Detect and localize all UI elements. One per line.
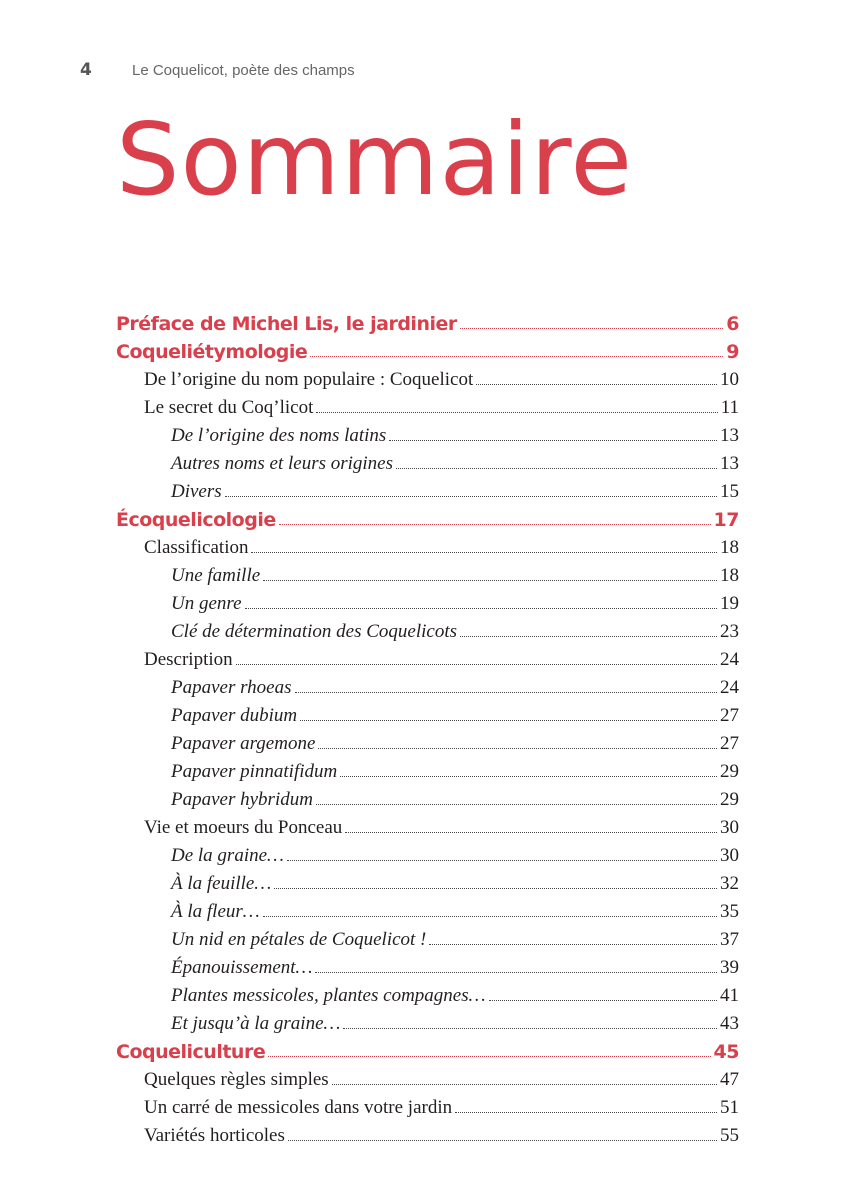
dot-leader: [263, 915, 717, 917]
toc-entry-page: 27: [720, 705, 739, 726]
toc-entry-label: Épanouissement…: [171, 957, 313, 978]
toc-entry: [0, 727, 843, 755]
toc-entry-page: 47: [720, 1069, 739, 1090]
toc-entry: [0, 811, 843, 839]
toc-entry: [0, 447, 843, 475]
dot-leader: [268, 1055, 710, 1057]
toc-entry-page: 18: [720, 537, 739, 558]
toc-entry-label: Écoquelicologie: [116, 509, 276, 531]
toc-entry: [0, 951, 843, 979]
dot-leader: [343, 1027, 717, 1029]
table-of-contents: [0, 307, 843, 1147]
dot-leader: [300, 719, 717, 721]
toc-entry-page: 13: [720, 453, 739, 474]
toc-entry-page: 11: [720, 397, 739, 418]
dot-leader: [295, 691, 718, 693]
dot-leader: [389, 439, 717, 441]
toc-entry: [0, 335, 843, 363]
toc-entry: [0, 1035, 843, 1063]
toc-entry-page: 51: [720, 1097, 739, 1118]
toc-entry-label: Clé de détermination des Coquelicots: [171, 621, 458, 642]
toc-entry-page: 24: [720, 677, 739, 698]
toc-entry-label: Description: [144, 649, 233, 670]
toc-entry-label: Un genre: [171, 593, 242, 614]
toc-entry-page: 24: [720, 649, 739, 670]
toc-entry: [0, 307, 843, 335]
dot-leader: [263, 579, 717, 581]
toc-entry: [0, 587, 843, 615]
toc-entry-label: De l’origine des noms latins: [171, 425, 387, 446]
toc-entry-label: Préface de Michel Lis, le jardinier: [116, 313, 457, 335]
toc-entry-page: 6: [726, 313, 739, 335]
running-title: Le Coquelicot, poète des champs: [132, 62, 355, 79]
toc-entry: [0, 531, 843, 559]
toc-entry-label: De l’origine du nom populaire : Coquelicot: [144, 369, 474, 390]
dot-leader: [332, 1083, 717, 1085]
dot-leader: [288, 1139, 717, 1141]
toc-entry: [0, 615, 843, 643]
dot-leader: [460, 327, 724, 329]
toc-entry-label: Papaver rhoeas: [171, 677, 292, 698]
toc-entry-label: Classification: [144, 537, 249, 558]
toc-entry-label: Une famille: [171, 565, 261, 586]
dot-leader: [318, 747, 717, 749]
toc-entry-label: Et jusqu’à la graine…: [171, 1013, 341, 1034]
toc-entry-page: 30: [720, 845, 739, 866]
dot-leader: [225, 495, 717, 497]
toc-entry-page: 9: [726, 341, 739, 363]
dot-leader: [429, 943, 717, 945]
dot-leader: [251, 551, 717, 553]
toc-entry: [0, 503, 843, 531]
toc-entry-label: De la graine…: [171, 845, 284, 866]
toc-entry-page: 39: [720, 957, 739, 978]
dot-leader: [396, 467, 717, 469]
toc-entry: [0, 559, 843, 587]
toc-entry-page: 13: [720, 425, 739, 446]
toc-entry-label: Coqueliculture: [116, 1041, 266, 1063]
dot-leader: [489, 999, 717, 1001]
toc-entry-page: 29: [720, 789, 739, 810]
toc-entry: [0, 1091, 843, 1119]
toc-entry-label: Autres noms et leurs origines: [171, 453, 394, 474]
dot-leader: [315, 971, 717, 973]
toc-entry: [0, 1119, 843, 1147]
toc-entry-page: 30: [720, 817, 739, 838]
toc-entry-label: Papaver hybridum: [171, 789, 313, 810]
toc-entry: [0, 671, 843, 699]
toc-entry-page: 23: [720, 621, 739, 642]
dot-leader: [245, 607, 717, 609]
toc-entry-page: 15: [720, 481, 739, 502]
toc-entry: [0, 1063, 843, 1091]
toc-entry-label: Le secret du Coq’licot: [144, 397, 314, 418]
toc-entry-label: Divers: [171, 481, 222, 502]
toc-entry-label: Papaver pinnatifidum: [171, 761, 338, 782]
toc-entry-page: 19: [720, 593, 739, 614]
toc-entry: [0, 391, 843, 419]
toc-entry-label: Variétés horticoles: [144, 1125, 285, 1146]
dot-leader: [310, 355, 723, 357]
toc-entry: [0, 867, 843, 895]
toc-entry-label: Papaver argemone: [171, 733, 316, 754]
toc-entry: [0, 363, 843, 391]
toc-entry-page: 43: [720, 1013, 739, 1034]
toc-entry-label: Papaver dubium: [171, 705, 298, 726]
toc-entry-label: Vie et moeurs du Ponceau: [144, 817, 343, 838]
toc-entry: [0, 475, 843, 503]
page-number: 4: [80, 60, 92, 80]
dot-leader: [316, 803, 717, 805]
toc-entry-page: 18: [720, 565, 739, 586]
toc-entry-label: Un nid en pétales de Coquelicot !: [171, 929, 427, 950]
dot-leader: [460, 635, 717, 637]
toc-entry-page: 45: [713, 1041, 739, 1063]
dot-leader: [455, 1111, 717, 1113]
toc-entry-page: 55: [720, 1125, 739, 1146]
toc-entry-label: Coqueliétymologie: [116, 341, 308, 363]
page-title: Sommaire: [116, 101, 633, 218]
toc-entry: [0, 923, 843, 951]
toc-entry-label: À la fleur…: [171, 901, 260, 922]
dot-leader: [236, 663, 717, 665]
toc-entry-page: 41: [720, 985, 739, 1006]
toc-entry: [0, 419, 843, 447]
toc-entry-page: 29: [720, 761, 739, 782]
toc-entry: [0, 839, 843, 867]
toc-entry-page: 27: [720, 733, 739, 754]
toc-entry-page: 37: [720, 929, 739, 950]
dot-leader: [279, 523, 711, 525]
dot-leader: [274, 887, 717, 889]
toc-entry: [0, 1007, 843, 1035]
toc-entry: [0, 699, 843, 727]
dot-leader: [316, 411, 717, 413]
dot-leader: [340, 775, 717, 777]
toc-entry: [0, 783, 843, 811]
toc-entry-label: À la feuille…: [171, 873, 272, 894]
dot-leader: [345, 831, 717, 833]
toc-entry-page: 17: [713, 509, 739, 531]
toc-entry: [0, 895, 843, 923]
toc-entry-page: 10: [720, 369, 739, 390]
toc-entry-label: Plantes messicoles, plantes compagnes…: [171, 985, 486, 1006]
toc-entry-page: 35: [720, 901, 739, 922]
toc-entry: [0, 979, 843, 1007]
dot-leader: [287, 859, 717, 861]
toc-entry: [0, 643, 843, 671]
toc-entry-page: 32: [720, 873, 739, 894]
toc-entry-label: Un carré de messicoles dans votre jardin: [144, 1097, 453, 1118]
dot-leader: [476, 383, 717, 385]
toc-entry: [0, 755, 843, 783]
toc-entry-label: Quelques règles simples: [144, 1069, 329, 1090]
